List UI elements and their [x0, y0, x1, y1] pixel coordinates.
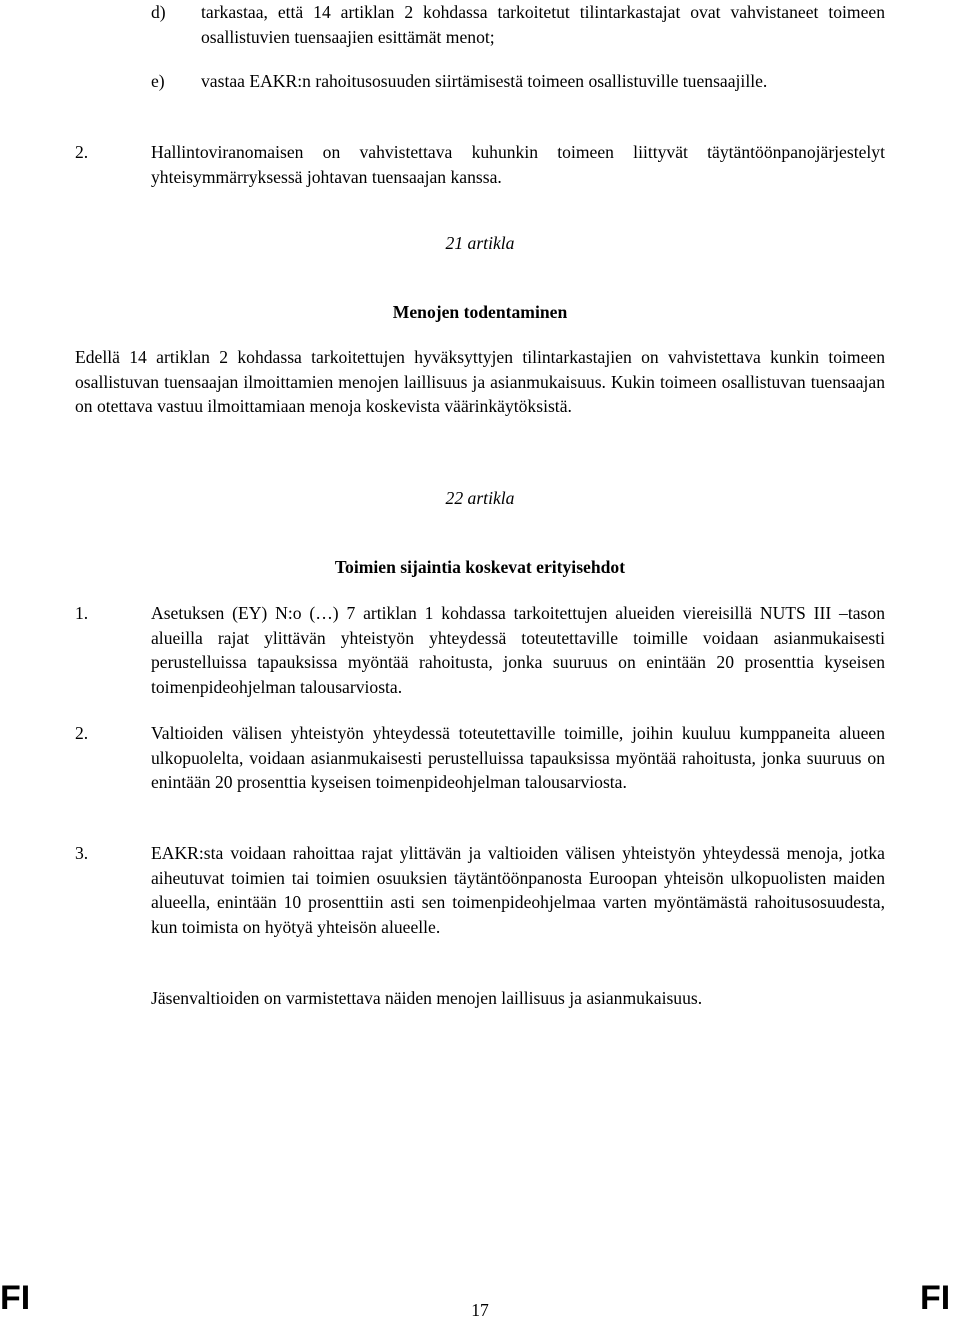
article-22-title: Toimien sijaintia koskevat erityisehdot [334, 557, 626, 577]
footer-language-right: FI [920, 1279, 951, 1317]
item-label-e: e) [151, 71, 165, 91]
article-21-body: Edellä 14 artiklan 2 kohdassa tarkoitettujen hyväksyttyjen tilintarkastajien on vahvistettava kunkin toimeen osallistuvan tuensaajan ilmoittamien menojen laillisuus ja asianmukaisuus. Kukin toimeen osallistuvan tuensaajan on otettava vastuu ilmoittamiaan menoja koskevista väärinkäytöksistä. [75, 347, 885, 416]
article-21-title: Menojen todentaminen [392, 302, 568, 322]
page-number: 17 [471, 1300, 489, 1320]
article-22-text-2: Valtioiden välisen yhteistyön yhteydessä toteutettaville toimille, joihin kuuluu kumppaneita alueen ulkopuolelta, voidaan asianmukaisesti perustelluissa tapauksissa myöntää rahoitusta, jonka suuruus on enintään 20 prosenttia kyseisen toimenpideohjelman talousarviosta. [151, 723, 885, 792]
article-21-number: 21 artikla [445, 233, 515, 253]
para-label-2: 2. [75, 142, 89, 162]
item-text-d: tarkastaa, että 14 artiklan 2 kohdassa tarkoitetut tilintarkastajat ovat vahvistaneet toimeen osallistuvien tuensaajien esittämät menot; [201, 2, 885, 47]
item-label-d: d) [151, 2, 166, 22]
article-22-closing: Jäsenvaltioiden on varmistettava näiden menojen laillisuus ja asianmukaisuus. [151, 988, 703, 1008]
footer-language-left: FI [0, 1279, 31, 1317]
article-22-label-2: 2. [75, 723, 89, 743]
para-text-2: Hallintoviranomaisen on vahvistettava kuhunkin toimeen liittyvät täytäntöönpanojärjestelyt yhteisymmärryksessä johtavan tuensaajan kanssa. [151, 142, 885, 187]
article-22-label-3: 3. [75, 843, 89, 863]
article-22-label-1: 1. [75, 603, 89, 623]
article-22-text-3: EAKR:sta voidaan rahoittaa rajat ylittävän ja valtioiden välisen yhteistyön yhteydessä menoja, jotka aiheutuvat toimien tai toimien osuuksien täytäntöönpanosta Euroopan yhteisön ulkopuolisten maiden alueella, enintään 10 prosenttiin asti sen toimenpideohjelmaa varten myöntämästä rahoitusosuudesta, kun toimista on hyötyä yhteisön alueelle. [151, 843, 885, 937]
item-text-e: vastaa EAKR:n rahoitusosuuden siirtämisestä toimeen osallistuville tuensaajille. [201, 71, 768, 91]
article-22-number: 22 artikla [445, 488, 515, 508]
article-22-text-1: Asetuksen (EY) N:o (…) 7 artiklan 1 kohdassa tarkoitettujen alueiden viereisillä NUTS III –tason alueilla rajat ylittävän yhteistyön yhteydessä toteutettaville toimille voidaan asianmukaisesti perustelluissa tapauksissa myöntää rahoitusta, jonka suuruus on enintään 20 prosenttia kyseisen toimenpideohjelman talousarviosta. [151, 603, 885, 697]
